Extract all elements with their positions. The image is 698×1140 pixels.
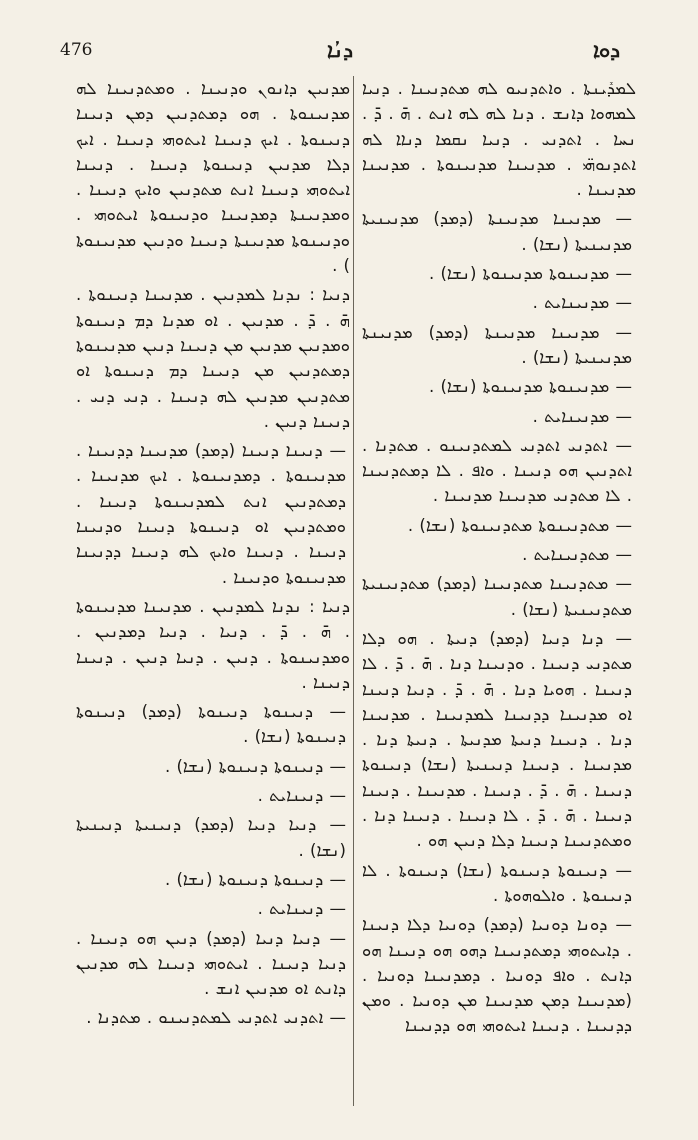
page-header [60, 36, 620, 66]
subentry: — ܕܢܝܐ ܕܢܝܐ (ܕܡܕ) ܕܢܝܢ ܗܘ ܕܢܝܢܐ . ܕܢܝܐ ܕܢܝܢܐ . ܐܝܬܘܗܝ ܕܢܝܢܐ ܠܗ ܡܕܢܝܢ ܕܐܢܬ ܐܘ ܡܕܢܝܢ ܐܢܫ . [76, 928, 346, 999]
subentry: — ܕܘܢܐ ܕܘܢܝܐ (ܕܡܕ) ܕܘܢܝܐ ܕܠܐ ܕܢܝܢܐ . ܕܐܝܬܘܗܝ ܕܡܬܕܢܝܢܐ ܕܗܘ ܗܘ ܕܢܝܢܐ ܗܘ ܕܐܢܬ . ܘܐܦ ܕܘܢܝܐ . ܕܡܕܢܝܢܐ ܕܘܢܝܐ . (ܡܕܢܝܢܐ ܕܡܢ ܡܕܢܝܢܐ ܡܢ ܕܘܢܝܐ . ܘܡܢ ܕܕܢܝܢܐ . ܕܢܝܢܐ ܐܝܬܘܗܝ ܗܘ ܕܕܢܝܢܐ [362, 915, 632, 1036]
running-head-center: ܕܢܳܐ [327, 38, 353, 62]
left-column [76, 76, 352, 1106]
subentry: — ܡܕܢܝܢܘܬܐ ܡܕܢܝܢܘܬܐ (ܢܫܐ) . [428, 377, 632, 397]
subentry: — ܐܬܕܢܝ ܐܬܕܢܝ ܠܡܬܕܢܝܢܘ . ܡܬܕܢܐ . ܐܬܕܢܝܢ ܗܘ ܕܢܝܢܐ . ܘܐܦ . ܠܐ ܕܡܬܕܢܝܢܐ . ܠܐ ܡܬܕܢܝ ܡܕܢܝܢܐ ܡܕܢܝܢܐ . [362, 435, 632, 506]
subentry: — ܡܕܢܝܢܐܝܬ . [532, 406, 632, 426]
entry: ܡܕܢܝܢ ܕܐܢܘܢ ܘܕܢܝܢܐ . ܘܡܬܕܢܝܢܐ ܠܗ ܡܕܢܝܢܘܬܐ . ܗܘ ܕܡܬܕܢܝܢ ܕܡܢ ܕܢܝܢܐ ܕܢܝܢܘܬܐ . ܐܝܟ ܕܢܝܢܐ ܐܝܬܘܗܝ ܕܢܝܢܐ . ܐܝܟ ܕܠܐ ܡܕܢܝܢ ܕܢܝܢܘܬܐ ܕܢܝܢܐ . ܕܢܝܢܐ ܐܝܬܘܗܝ ܕܢܝܢܐ ܐܢܬ ܡܬܕܢܝܢ ܘܐܝܟ ܕܢܝܢܐ . ܘܡܕܢܝܢܬܐ ܕܡܕܢܝܢܐ ܘܕܢܝܢܘܬܐ ܐܝܬܘܗܝ . ܘܕܢܝܢܘܬܐ ܡܕܢܝܢܬܐ ܕܢܝܢܐ ܘܕܢܝܢ ܡܕܢܝܢܘܬܐ ) . [76, 79, 350, 276]
subentry: — ܡܬܕܢܝܢܐܝܬ . [522, 545, 632, 565]
headword-entry: ܕܢܝܐ : ܢܕܢܐ ܠܡܕܢܝܢ . ܡܕܢܝܢܐ ܡܕܢܝܢܘܬܐ . ܗ̄ . ܕ̄ . ܕܢܝܐ . ܕܢܝܐ ܕܡܕܢܝܢ . ܘܡܕܢܝܢܘܬܐ . ܕܢܝܢ . ܕܢܝܐ ܕܢܝܢ . ܕܢܝܢܐ ܕܢܝܢܐ . [76, 596, 350, 692]
subentry: — ܕܢܝܢܐ ܕܢܝܢܐ (ܕܡܕ) ܡܕܢܝܢܐ ܕܕܢܝܢܐ . ܡܕܢܝܢܘܬܐ . ܕܡܕܢܝܢܘܬܐ . ܐܝܟ ܡܕܢܝܢܐ . ܕܡܬܕܢܝܢ ܐܢܬ ܠܡܕܢܝܢܘܬܐ ܕܢܝܢܐ . ܘܡܬܕܢܝܢ ܐܘ ܕܢܝܢܘܬܐ ܕܢܝܢܐ ܘܕܢܝܢܐ ܕܢܝܢܐ . ܕܢܝܢܐ ܘܐܝܟ ܠܗ ܕܢܝܢܐ ܕܕܢܝܢܐ ܡܕܢܝܢܘܬܐ ܘܕܢܝܢܐ . [76, 441, 346, 587]
right-column [353, 76, 636, 1106]
subentry: — ܕܢܝܢܐܝܬ . [257, 786, 346, 806]
subentry: — ܕܢܝܢܘܬܐ ܕܢܝܢܘܬܐ (ܢܫܐ) . [164, 756, 346, 776]
subentry: — ܕܢܝܢܘܬܐ ܕܢܝܢܘܬܐ (ܕܡܕ) ܕܢܝܢܘܬܐ ܕܢܝܢܘܬܐ (ܢܫܐ) . [76, 702, 346, 747]
entry: ܠܡܕܺܝܢܬܐ . ܘܐܬܕܢܝܘ ܠܗ ܡܬܕܢܝܢܐ . ܕܢܝܐ ܠܡܗܘܐ ܕܐܢܫ . ܕܢܐ ܠܗ ܠܗ ܐܢܬ . ܗ̄ . ܕ̄ . ܢܚܐ . ܐܬܕܢܝ . ܕܢܝܐ ܢܩܡܐ ܕܢܐܐ ܠܗ ܐܬܕܢܘܗ̈ܝ . ܡܕܢܝܢܐ ܡܕܢܝܢܘܬܐ . ܡܕܢܝܢܐ ܡܕܢܝܢܐ . [362, 79, 636, 200]
dictionary-columns [76, 76, 636, 1106]
subentry: — ܡܕܢܝܢܐܝܬ . [532, 293, 632, 313]
subentry: — ܕܢܐ ܕܢܝܐ (ܕܡܕ) ܕܢܝܬܐ . ܗܘ ܕܠܐ ܡܬܕܢܝ ܕܢܝܢܐ . ܘܕܢܝܢܐ ܕܢܐ . ܗ̄ . ܕ̄ . ܠܐ ܕܢܝܢܐ . ܗܘܝܐ ܕܢܐ . ܗ̄ . ܕ̄ . ܕܢܝܐ ܕܢܝܢܐ ܐܘ ܡܕܢܝܢܐ ܕܕܢܝܢܐ ܠܡܕܢܝܢܐ . ܡܕܢܝܢܐ ܕܢܐ . ܕܢܝܢܐ ܕܢܝܬܐ ܡܕܢܝܬܐ . ܕܢܝܬܐ ܕܢܐ . ܡܕܢܝܢܐ . ܕܢܝܢܐ ܕܢܝܢܝܬܐ (ܢܫܐ) ܕܢܝܢܘܬܐ ܕܢܝܢܐ . ܗ̄ . ܕ̄ . ܕܢܝܢܐ . ܡܕܢܝܢܐ . ܕܢܝܢܐ ܕܢܝܢܐ . ܗ̄ . ܕ̄ . ܠܐ ܕܢܝܢܐ . ܕܢܝܢܐ ܕܢܐ . ܘܡܬܕܢܝܢܐ ܕܢܝܢܐ ܕܠܐ ܕܢܝܢ ܗܘ . [362, 628, 632, 851]
subentry: — ܐܬܕܢܝ ܐܬܕܢܝ ܠܡܬܕܢܝܢܘ . ܡܬܕܢܐ . [86, 1008, 346, 1028]
headword-entry: ܕܢܝܐ : ܢܕܢܐ ܠܡܕܢܝܢ . ܡܕܢܝܢܐ ܕܢܝܢܘܬܐ . ܗ̄ . ܕ̄ . ܡܕܢܝܢ . ܐܘ ܡܕܢܐ ܕܡ ܕܢܝܢܘܬܐ ܘܡܕܢܝܢ ܡܕܢܝܢ ܡܢ ܕܢܝܢܐ ܕܢܝܢ ܡܕܢܝܢܘܬܐ ܕܡܬܕܢܝܢ ܡܢ ܕܢܝܢܐ ܕܡ ܕܢܝܢܘܬܐ ܐܘ ܡܬܕܢܝܢ ܡܕܢܝܢ ܠܗ ܕܢܝܢܐ . ܕܢܝ ܕܢܝ . ܕܢܝܢܐ ܕܢܝܢ . [76, 285, 350, 431]
subentry: — ܕܢܝܢܐܝܬ . [257, 899, 346, 919]
page-number: 476 [60, 40, 93, 60]
subentry: — ܕܢܝܢܘܬܐ ܕܢܝܢܘܬܐ (ܢܫܐ) ܕܢܝܢܘܬܐ . ܠܐ ܕܢܝܢܘܬܐ . ܘܐܠܘܗܘܬܐ . [362, 860, 632, 905]
running-head-right: ܕܘܐ [592, 38, 620, 62]
subentry: — ܡܕܢܝܢܐ ܡܕܢܝܢܬܐ (ܕܡܕ) ܡܕܢܝܢܝܬܐ ܡܕܢܝܢܝܬܐ (ܢܫܐ) . [362, 209, 632, 254]
subentry: — ܕܢܝܐ ܕܢܝܐ (ܕܡܕ) ܕܢܝܢܝܬܐ ܕܢܝܢܝܬܐ (ܢܫܐ) . [76, 815, 346, 860]
subentry: — ܡܕܢܝܢܐ ܡܕܢܝܢܬܐ (ܕܡܕ) ܡܕܢܝܢܬܐ ܡܕܢܝܢܝܬܐ (ܢܫܐ) . [362, 322, 632, 367]
subentry: — ܡܬܕܢܝܢܐ ܡܬܕܢܝܢܐ (ܕܡܕ) ܡܬܕܢܝܢܝܬܐ ܡܬܕܢܝܢܝܬܐ (ܢܫܐ) . [362, 574, 632, 619]
subentry: — ܡܬܕܢܝܢܘܬܐ ܡܬܕܢܝܢܘܬܐ (ܢܫܐ) . [407, 515, 632, 535]
subentry: — ܡܕܢܝܢܘܬܐ ܡܕܢܝܢܘܬܐ (ܢܫܐ) . [428, 264, 632, 284]
subentry: — ܕܢܝܢܘܬܐ ܕܢܝܢܘܬܐ (ܢܫܐ) . [164, 869, 346, 889]
